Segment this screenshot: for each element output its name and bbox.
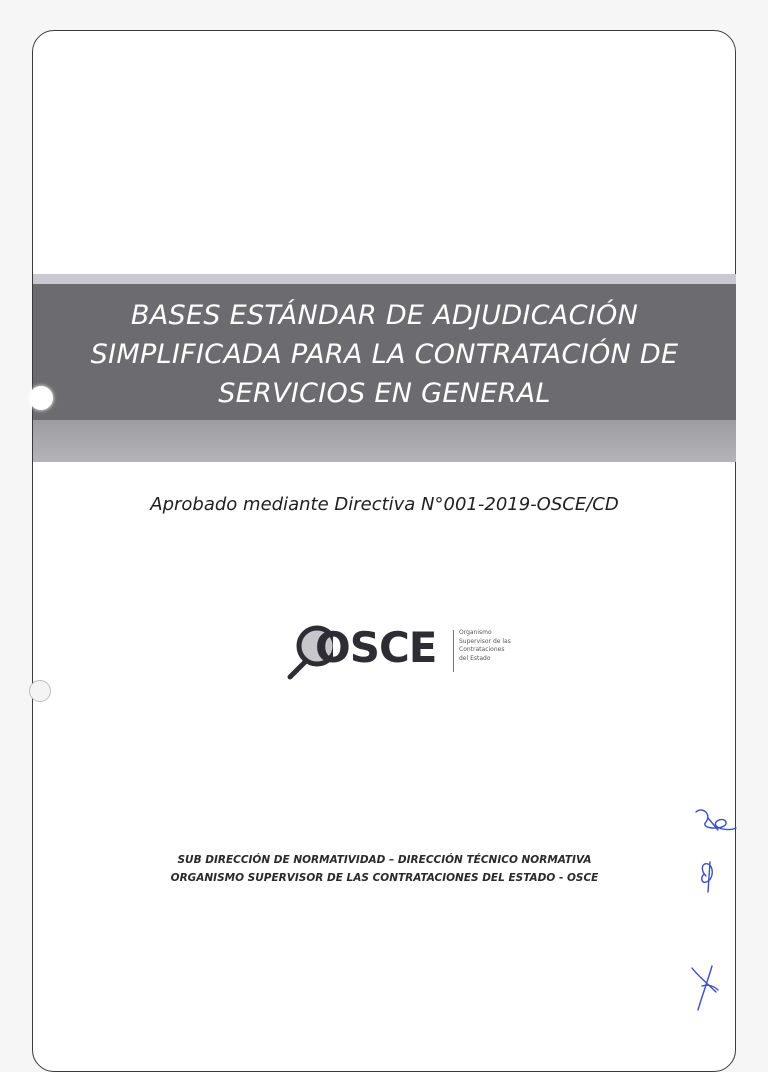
logo-caption-line-2: Supervisor de las [459,637,511,645]
document-title [33,296,736,413]
title-line-2: SIMPLIFICADA PARA LA CONTRATACIÓN DE [90,339,679,370]
logo-caption [459,629,529,663]
osce-logo [285,620,525,682]
title-band-lower [33,420,736,462]
logo-caption-line-3: Contrataciones [459,646,505,653]
logo-caption-line-1: Organismo [459,629,492,636]
punch-hole [29,680,51,702]
title-line-1: BASES ESTÁNDAR DE ADJUDICACIÓN [130,300,639,331]
handwritten-initials [688,800,748,1015]
approval-subtitle: Aprobado mediante Directiva N°001-2019-OSCE/CD [150,494,619,515]
logo-caption-line-4: del Estado [459,654,491,662]
logo-wordmark: OSCE [315,623,437,672]
punch-hole [29,386,53,410]
issuer-footer [33,851,736,887]
footer-line-2: ORGANISMO SUPERVISOR DE LAS CONTRATACIONES DEL ESTADO - OSCE [170,872,599,884]
title-line-3: SERVICIOS EN GENERAL [218,378,551,409]
document-page [32,30,736,1072]
logo-divider [453,630,454,672]
title-band-accent [33,274,736,284]
footer-line-1: SUB DIRECCIÓN DE NORMATIVIDAD – DIRECCIÓN TÉCNICO NORMATIVA [177,854,592,866]
